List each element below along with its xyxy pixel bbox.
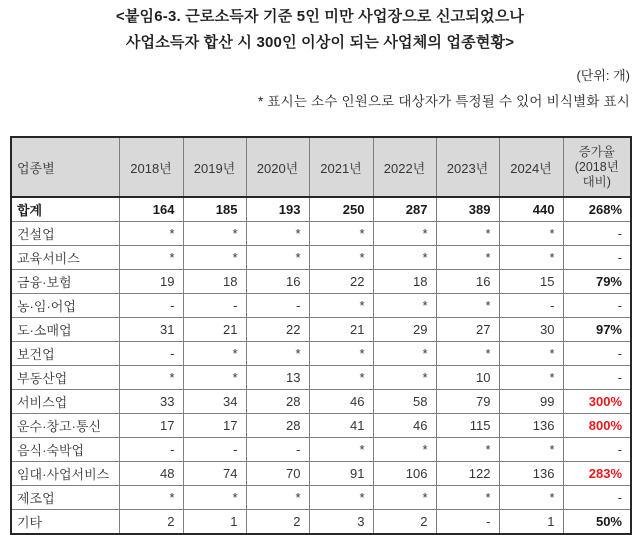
value-cell: 136: [499, 462, 563, 486]
industry-status-table: [10, 136, 632, 535]
growth-rate-cell: 97%: [563, 318, 631, 342]
value-cell: 19: [119, 270, 183, 294]
value-cell: -: [246, 294, 309, 318]
value-cell: *: [246, 342, 309, 366]
value-cell: *: [373, 222, 436, 246]
value-cell: 18: [373, 270, 436, 294]
unit-note: (단위: 개): [576, 68, 630, 83]
row-label: 부동산업: [11, 366, 119, 390]
value-cell: 17: [119, 414, 183, 438]
value-cell: *: [499, 486, 563, 510]
row-label: 농·임·어업: [11, 294, 119, 318]
row-label: 기타: [11, 510, 119, 535]
title-line-2: 사업소득자 합산 시 300인 이상이 되는 사업체의 업종현황>: [125, 34, 515, 51]
value-cell: *: [183, 486, 246, 510]
value-cell: -: [499, 294, 563, 318]
column-header-year-2021: 2021년: [309, 137, 373, 197]
table-row: [11, 294, 631, 318]
value-cell: 21: [183, 318, 246, 342]
growth-rate-cell: -: [563, 342, 631, 366]
value-cell: *: [373, 246, 436, 270]
value-cell: 115: [436, 414, 499, 438]
value-cell: -: [183, 438, 246, 462]
value-cell: *: [436, 246, 499, 270]
value-cell: 99: [499, 390, 563, 414]
growth-rate-cell: 79%: [563, 270, 631, 294]
value-cell: *: [309, 438, 373, 462]
table-row: [11, 222, 631, 246]
column-header-industry: 업종별: [11, 137, 119, 197]
row-label: 음식·숙박업: [11, 438, 119, 462]
value-cell: *: [309, 486, 373, 510]
value-cell: 58: [373, 390, 436, 414]
value-cell: *: [246, 222, 309, 246]
growth-header-line: 증가율: [578, 144, 615, 159]
value-cell: 41: [309, 414, 373, 438]
row-label: 서비스업: [11, 390, 119, 414]
value-cell: 1: [499, 510, 563, 535]
value-cell: *: [119, 366, 183, 390]
value-cell: 164: [119, 197, 183, 222]
value-cell: 13: [246, 366, 309, 390]
value-cell: 136: [499, 414, 563, 438]
table-row: [11, 366, 631, 390]
value-cell: 30: [499, 318, 563, 342]
value-cell: -: [119, 438, 183, 462]
table-row: [11, 510, 631, 535]
growth-rate-cell: 800%: [563, 414, 631, 438]
table-row: [11, 342, 631, 366]
value-cell: *: [373, 486, 436, 510]
table-row: [11, 414, 631, 438]
row-label: 도·소매업: [11, 318, 119, 342]
value-cell: *: [499, 342, 563, 366]
value-cell: 70: [246, 462, 309, 486]
row-label: 교육서비스: [11, 246, 119, 270]
value-cell: 2: [373, 510, 436, 535]
value-cell: 18: [183, 270, 246, 294]
table-row: [11, 318, 631, 342]
value-cell: *: [183, 342, 246, 366]
row-label: 보건업: [11, 342, 119, 366]
row-label: 금융·보험: [11, 270, 119, 294]
value-cell: 106: [373, 462, 436, 486]
row-label: 합계: [11, 197, 119, 222]
row-label: 임대·사업서비스: [11, 462, 119, 486]
column-header-year-2020: 2020년: [246, 137, 309, 197]
value-cell: 29: [373, 318, 436, 342]
value-cell: 3: [309, 510, 373, 535]
row-label: 제조업: [11, 486, 119, 510]
column-header-year-2022: 2022년: [373, 137, 436, 197]
table-row: [11, 197, 631, 222]
value-cell: 185: [183, 197, 246, 222]
value-cell: *: [373, 366, 436, 390]
value-cell: 10: [436, 366, 499, 390]
row-label: 운수·창고·통신: [11, 414, 119, 438]
value-cell: -: [436, 510, 499, 535]
title-line-1: <붙임6-3. 근로소득자 기준 5인 미만 사업장으로 신고되었으나: [115, 8, 525, 25]
value-cell: *: [499, 222, 563, 246]
table-row: [11, 438, 631, 462]
value-cell: *: [436, 486, 499, 510]
growth-rate-cell: -: [563, 246, 631, 270]
value-cell: 2: [246, 510, 309, 535]
table-row: [11, 486, 631, 510]
value-cell: *: [499, 438, 563, 462]
value-cell: 28: [246, 414, 309, 438]
growth-rate-cell: -: [563, 366, 631, 390]
growth-header-line: (2018년: [574, 159, 619, 174]
value-cell: *: [119, 222, 183, 246]
table-row: [11, 462, 631, 486]
column-header-year-2024: 2024년: [499, 137, 563, 197]
table-row: [11, 390, 631, 414]
row-label: 건설업: [11, 222, 119, 246]
growth-header-line: 대비): [582, 174, 611, 189]
growth-rate-cell: -: [563, 438, 631, 462]
value-cell: *: [183, 246, 246, 270]
value-cell: *: [119, 246, 183, 270]
value-cell: *: [246, 246, 309, 270]
value-cell: 2: [119, 510, 183, 535]
growth-rate-cell: -: [563, 486, 631, 510]
value-cell: 74: [183, 462, 246, 486]
value-cell: 193: [246, 197, 309, 222]
value-cell: 287: [373, 197, 436, 222]
value-cell: 31: [119, 318, 183, 342]
value-cell: *: [436, 294, 499, 318]
value-cell: 46: [373, 414, 436, 438]
growth-rate-cell: 283%: [563, 462, 631, 486]
column-header-year-2018: 2018년: [119, 137, 183, 197]
value-cell: *: [373, 438, 436, 462]
growth-rate-cell: 268%: [563, 197, 631, 222]
value-cell: 440: [499, 197, 563, 222]
value-cell: *: [309, 294, 373, 318]
value-cell: 22: [246, 318, 309, 342]
value-cell: *: [373, 342, 436, 366]
table-row: [11, 270, 631, 294]
document-title: [0, 0, 640, 56]
value-cell: 16: [436, 270, 499, 294]
value-cell: *: [183, 366, 246, 390]
value-cell: 27: [436, 318, 499, 342]
growth-rate-cell: -: [563, 294, 631, 318]
value-cell: -: [119, 294, 183, 318]
value-cell: *: [246, 486, 309, 510]
growth-rate-cell: 50%: [563, 510, 631, 535]
value-cell: -: [183, 294, 246, 318]
value-cell: *: [309, 246, 373, 270]
value-cell: 1: [183, 510, 246, 535]
value-cell: 46: [309, 390, 373, 414]
value-cell: 79: [436, 390, 499, 414]
value-cell: 21: [309, 318, 373, 342]
growth-rate-cell: 300%: [563, 390, 631, 414]
value-cell: 22: [309, 270, 373, 294]
value-cell: *: [119, 486, 183, 510]
table-row: [11, 246, 631, 270]
column-header-year-2023: 2023년: [436, 137, 499, 197]
value-cell: 15: [499, 270, 563, 294]
value-cell: -: [119, 342, 183, 366]
value-cell: *: [499, 366, 563, 390]
value-cell: 17: [183, 414, 246, 438]
value-cell: 16: [246, 270, 309, 294]
masking-note: * 표시는 소수 인원으로 대상자가 특정될 수 있어 비식별화 표시: [257, 94, 630, 109]
value-cell: 33: [119, 390, 183, 414]
value-cell: 34: [183, 390, 246, 414]
value-cell: *: [436, 342, 499, 366]
growth-rate-cell: -: [563, 222, 631, 246]
value-cell: *: [499, 246, 563, 270]
value-cell: 91: [309, 462, 373, 486]
value-cell: *: [436, 222, 499, 246]
value-cell: *: [309, 222, 373, 246]
value-cell: *: [373, 294, 436, 318]
value-cell: *: [309, 342, 373, 366]
value-cell: *: [183, 222, 246, 246]
value-cell: 122: [436, 462, 499, 486]
value-cell: 250: [309, 197, 373, 222]
column-header-year-2019: 2019년: [183, 137, 246, 197]
value-cell: 48: [119, 462, 183, 486]
value-cell: 389: [436, 197, 499, 222]
value-cell: *: [309, 366, 373, 390]
value-cell: 28: [246, 390, 309, 414]
table-header-row: [11, 137, 631, 197]
value-cell: -: [246, 438, 309, 462]
value-cell: *: [436, 438, 499, 462]
column-header-growth-rate: [563, 137, 631, 197]
